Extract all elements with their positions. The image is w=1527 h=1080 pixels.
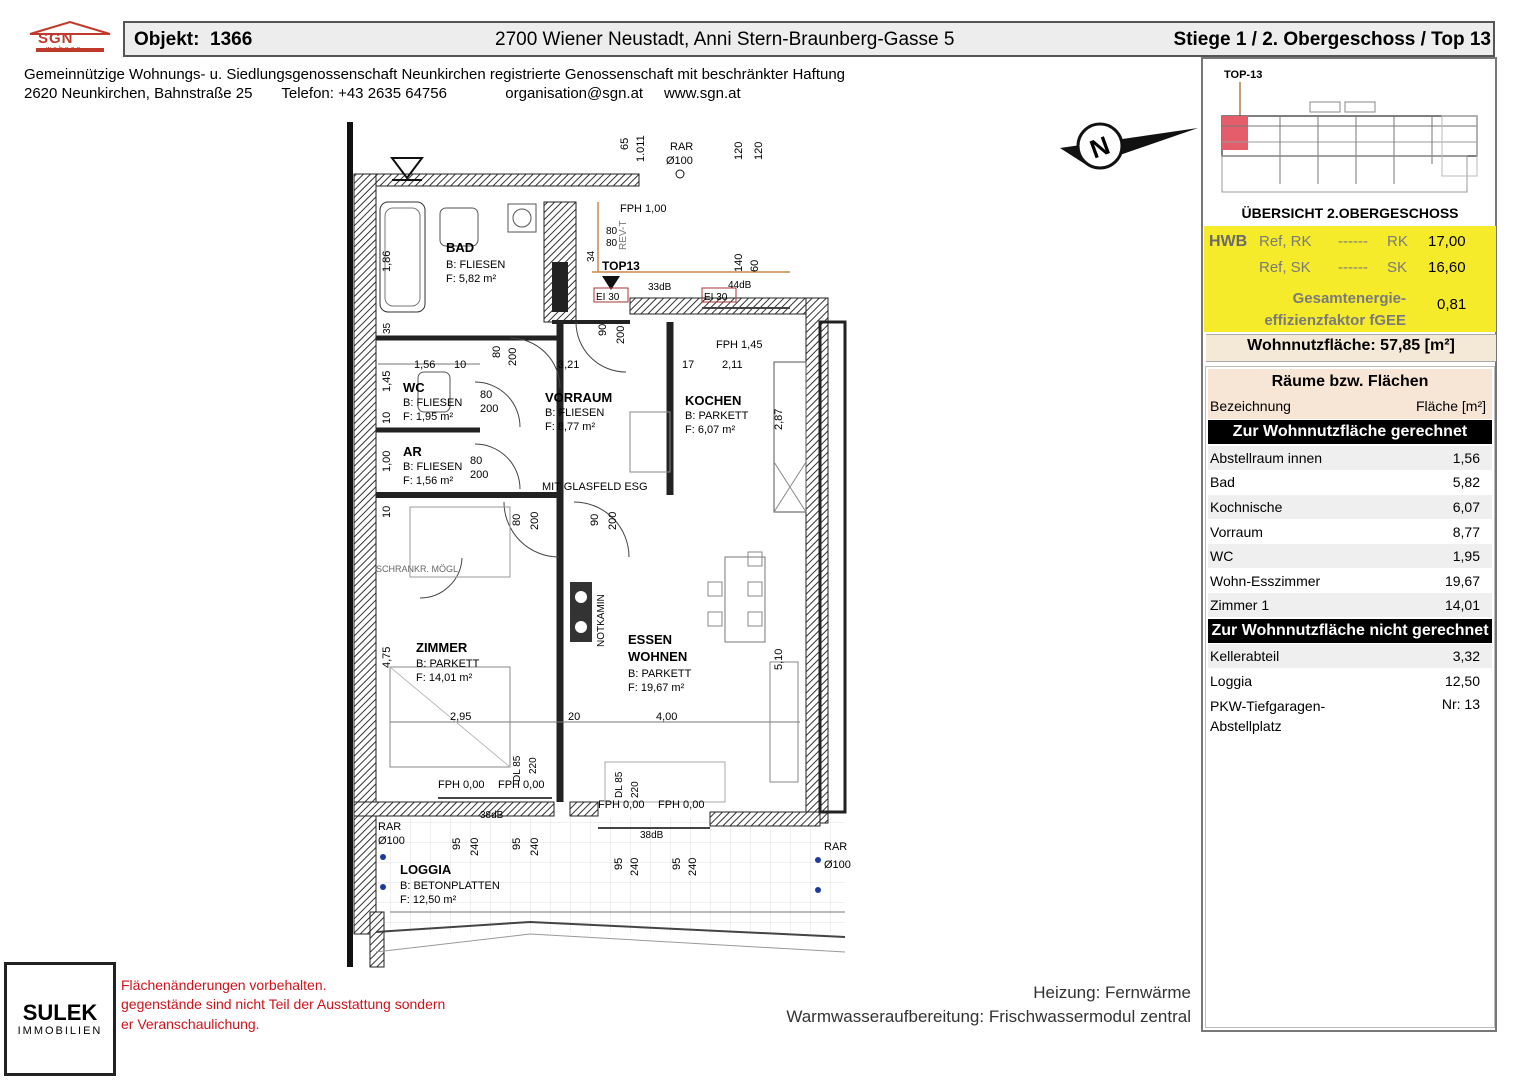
- hwb-dash-rk: ------: [1338, 233, 1368, 250]
- dim-240-d: 240: [687, 857, 699, 876]
- room-label-kochen: KOCHEN: [685, 393, 742, 408]
- col-header-area: Fläche [m²]: [1415, 398, 1486, 414]
- room-area: 1,95: [1452, 548, 1480, 564]
- table-row: [1208, 470, 1492, 494]
- heizung-info: Heizung: Fernwärme: [1033, 983, 1191, 1002]
- dim-34: 34: [586, 250, 597, 262]
- room-name: Bad: [1210, 474, 1235, 490]
- room-area: 14,01: [1444, 597, 1480, 613]
- dim-95-a: 95: [451, 837, 463, 850]
- plan-notkamin: NOTKAMIN: [596, 594, 607, 647]
- plan-d100-bottom: Ø100: [378, 835, 405, 847]
- plan-db33: 33dB: [648, 282, 672, 293]
- disclaimer-line-3: er Veranschaulichung.: [121, 1016, 260, 1032]
- table-row: [1208, 495, 1492, 519]
- room-name: Abstellraum innen: [1210, 450, 1323, 466]
- rooms-title: Räume bzw. Flächen: [1271, 373, 1429, 390]
- dim-120-a: 120: [733, 141, 745, 160]
- overview-top-label: TOP-13: [1224, 69, 1263, 81]
- room-area: 6,07: [1452, 499, 1480, 515]
- plan-d100-top: Ø100: [666, 155, 693, 167]
- included-heading: Zur Wohnnutzfläche gerechnet: [1208, 420, 1492, 444]
- plan-db38-left: 38dB: [480, 810, 504, 821]
- dim-120-b: 120: [753, 141, 765, 160]
- fgee-label-2: effizienzfaktor fGEE: [1264, 312, 1406, 329]
- dim-100: 1,00: [381, 450, 393, 472]
- dim-90-b: 90: [589, 513, 601, 526]
- sulek-logo-subtitle: IMMOBILIEN: [17, 1025, 103, 1037]
- plan-fph000-1: FPH 0,00: [438, 779, 485, 791]
- room-name: Vorraum: [1210, 524, 1263, 540]
- room-label-wohnen: WOHNEN: [628, 649, 688, 664]
- dim-65: 65: [619, 137, 631, 150]
- dim-200-a: 200: [615, 325, 627, 344]
- room-floor-loggia: B: BETONPLATTEN: [400, 880, 500, 892]
- dim-156: 1,56: [414, 359, 436, 371]
- room-name: Kochnische: [1210, 499, 1283, 515]
- room-floor-vorraum: B: FLIESEN: [545, 407, 605, 419]
- dim-80-b: 80: [606, 238, 618, 249]
- disclaimer-line-1: Flächenänderungen vorbehalten.: [121, 977, 327, 993]
- room-area-vorraum: F: 8,77 m²: [545, 421, 596, 433]
- logo-text: SGN: [38, 30, 74, 47]
- room-label-essen: ESSEN: [628, 632, 673, 647]
- room-label-ar: AR: [403, 444, 422, 459]
- floor-overview-plan: [1210, 64, 1490, 204]
- hwb-label: HWB: [1209, 233, 1248, 250]
- dim-80-d: 80: [480, 389, 493, 401]
- dim-10-a: 10: [454, 359, 467, 371]
- room-area-zimmer: F: 14,01 m²: [416, 672, 473, 684]
- top13-label: TOP13: [602, 259, 640, 273]
- room-floor-wc: B: FLIESEN: [403, 397, 463, 409]
- hwb-sk: SK: [1387, 259, 1408, 276]
- logo-subtext: wohnen: [46, 46, 83, 53]
- dim-220-a: 220: [528, 757, 539, 774]
- plan-glasfeld: MIT GLASFELD ESG: [542, 481, 648, 493]
- room-label-bad: BAD: [446, 240, 475, 255]
- plan-db44: 44dB: [728, 280, 752, 291]
- room-name: Zimmer 1: [1210, 597, 1270, 613]
- plan-rar-right: RAR: [824, 841, 848, 853]
- room-area: 12,50: [1444, 673, 1480, 689]
- wohnnutzflaeche: Wohnnutzfläche: 57,85 [m²]: [1247, 337, 1455, 354]
- room-area-wc: F: 1,95 m²: [403, 411, 454, 423]
- dim-95-b: 95: [511, 837, 523, 850]
- table-row: [1208, 569, 1492, 593]
- table-row: [1208, 644, 1492, 668]
- dim-80-e: 80: [470, 455, 483, 467]
- dim-200-c: 200: [480, 403, 499, 415]
- room-label-loggia: LOGGIA: [400, 862, 452, 877]
- dim-211: 2,11: [722, 359, 743, 371]
- room-area-kochen: F: 6,07 m²: [685, 424, 736, 436]
- table-row: [1208, 520, 1492, 544]
- overview-title: ÜBERSICHT 2.OBERGESCHOSS: [1241, 205, 1459, 221]
- room-name: Loggia: [1210, 673, 1253, 689]
- fgee-value: 0,81: [1437, 296, 1467, 313]
- col-header-name: Bezeichnung: [1210, 398, 1291, 414]
- plan-db38-right: 38dB: [640, 830, 664, 841]
- dim-17: 17: [682, 359, 695, 371]
- room-name: PKW-Tiefgaragen-Abstellplatz: [1210, 698, 1326, 734]
- plan-schrank: SCHRANKR. MÖGL.: [376, 564, 461, 574]
- table-row: [1208, 544, 1492, 568]
- plan-rar-top: RAR: [670, 141, 694, 153]
- dim-80-c: 80: [491, 345, 503, 358]
- dim-510: 5,10: [773, 648, 785, 670]
- dim-35: 35: [382, 322, 393, 334]
- room-area: 5,82: [1452, 474, 1480, 490]
- warmwasser-info: Warmwasseraufbereitung: Frischwassermodul zentral: [786, 1007, 1191, 1026]
- plan-rev: REV-T: [618, 220, 629, 250]
- plan-fph000-2: FPH 0,00: [498, 779, 545, 791]
- excluded-heading: Zur Wohnnutzfläche nicht gerechnet: [1208, 619, 1492, 643]
- plan-dl85-right: DL 85: [614, 771, 625, 798]
- hwb-ref-sk: Ref, SK: [1259, 259, 1311, 276]
- dim-240-c: 240: [629, 857, 641, 876]
- object-address: 2700 Wiener Neustadt, Anni Stern-Braunberg-Gasse 5: [495, 29, 955, 50]
- object-location: Stiege 1 / 2. Obergeschoss / Top 13: [1173, 29, 1491, 50]
- room-label-vorraum: VORRAUM: [545, 390, 613, 405]
- dim-200-d: 200: [470, 469, 489, 481]
- dim-10-c: 10: [381, 505, 393, 518]
- room-name: Wohn-Esszimmer: [1210, 573, 1321, 589]
- company-name: Gemeinnützige Wohnungs- u. Siedlungsgenossenschaft Neunkirchen registrierte Genossenschaft mit beschränkter Haftung: [24, 66, 846, 83]
- dim-95-d: 95: [671, 857, 683, 870]
- room-area: Nr: 13: [1441, 696, 1480, 712]
- room-area: 1,56: [1452, 450, 1480, 466]
- floor-plan: [330, 122, 851, 967]
- dim-475: 4,75: [381, 646, 393, 668]
- dim-200-b: 200: [507, 347, 519, 366]
- room-label-wc: WC: [403, 380, 425, 395]
- table-row: [1208, 669, 1492, 693]
- room-name: Kellerabteil: [1210, 648, 1280, 664]
- room-area: 3,32: [1452, 648, 1480, 664]
- dim-200-f: 200: [607, 511, 619, 530]
- company-contact: 2620 Neunkirchen, Bahnstraße 25 Telefon: +43 2635 64756 organisation@sgn.at www.sgn.at: [24, 85, 741, 102]
- hwb-dash-sk: ------: [1338, 259, 1368, 276]
- hwb-rk-value: 17,00: [1428, 233, 1466, 250]
- dim-80-f: 80: [511, 513, 523, 526]
- dim-140: 140: [733, 253, 745, 272]
- room-area-bad: F: 5,82 m²: [446, 273, 497, 285]
- plan-fph145: FPH 1,45: [716, 339, 763, 351]
- svg-text:N: N: [1085, 129, 1114, 165]
- table-row: [1208, 593, 1492, 617]
- plan-fph000-3: FPH 0,00: [598, 799, 645, 811]
- room-floor-bad: B: FLIESEN: [446, 259, 506, 271]
- dim-200-e: 200: [529, 511, 541, 530]
- dim-90-a: 90: [597, 323, 609, 336]
- dim-321: 3,21: [558, 359, 580, 371]
- hwb-sk-value: 16,60: [1428, 259, 1466, 276]
- sulek-logo-title: SULEK: [22, 1000, 98, 1025]
- dim-220-b: 220: [630, 781, 641, 798]
- dim-240-a: 240: [469, 837, 481, 856]
- room-area-loggia: F: 12,50 m²: [400, 894, 457, 906]
- dim-80-a: 80: [606, 226, 618, 237]
- table-row: [1208, 446, 1492, 470]
- north-arrow-icon: [1058, 118, 1200, 188]
- hwb-ref-rk: Ref, RK: [1259, 233, 1312, 250]
- dim-1011: 1.011: [635, 135, 647, 162]
- dim-20: 20: [568, 711, 581, 723]
- plan-fph000-4: FPH 0,00: [658, 799, 705, 811]
- room-area-essen: F: 19,67 m²: [628, 682, 685, 694]
- plan-rar-bottom: RAR: [378, 821, 402, 833]
- dim-95-c: 95: [613, 857, 625, 870]
- dim-287: 2,87: [773, 408, 785, 430]
- dim-60: 60: [749, 259, 761, 272]
- hwb-rk: RK: [1387, 233, 1408, 250]
- dim-10-b: 10: [381, 411, 393, 424]
- dim-400: 4,00: [656, 711, 678, 723]
- room-name: WC: [1210, 548, 1234, 564]
- plan-ei30-right: EI 30: [704, 292, 728, 303]
- room-floor-ar: B: FLIESEN: [403, 461, 463, 473]
- plan-fph100: FPH 1,00: [620, 203, 667, 215]
- room-area-ar: F: 1,56 m²: [403, 475, 454, 487]
- plan-dl85-left: DL 85: [512, 755, 523, 782]
- object-label: Objekt: 1366: [134, 29, 253, 50]
- room-floor-zimmer: B: PARKETT: [416, 658, 480, 670]
- fgee-label-1: Gesamtenergie-: [1292, 290, 1406, 307]
- room-area: 19,67: [1444, 573, 1480, 589]
- dim-295: 2,95: [450, 711, 472, 723]
- room-area: 8,77: [1452, 524, 1480, 540]
- plan-d100-right: Ø100: [824, 859, 851, 871]
- room-floor-kochen: B: PARKETT: [685, 410, 749, 422]
- dim-145: 1,45: [381, 370, 393, 392]
- table-row: [1208, 694, 1492, 736]
- disclaimer-line-2: gegenstände sind nicht Teil der Ausstattung sondern: [121, 996, 446, 1012]
- room-label-zimmer: ZIMMER: [416, 640, 468, 655]
- room-floor-essen: B: PARKETT: [628, 668, 692, 680]
- dim-240-b: 240: [529, 837, 541, 856]
- dim-186: 1,86: [381, 250, 393, 272]
- plan-ei30-left: EI 30: [596, 292, 620, 303]
